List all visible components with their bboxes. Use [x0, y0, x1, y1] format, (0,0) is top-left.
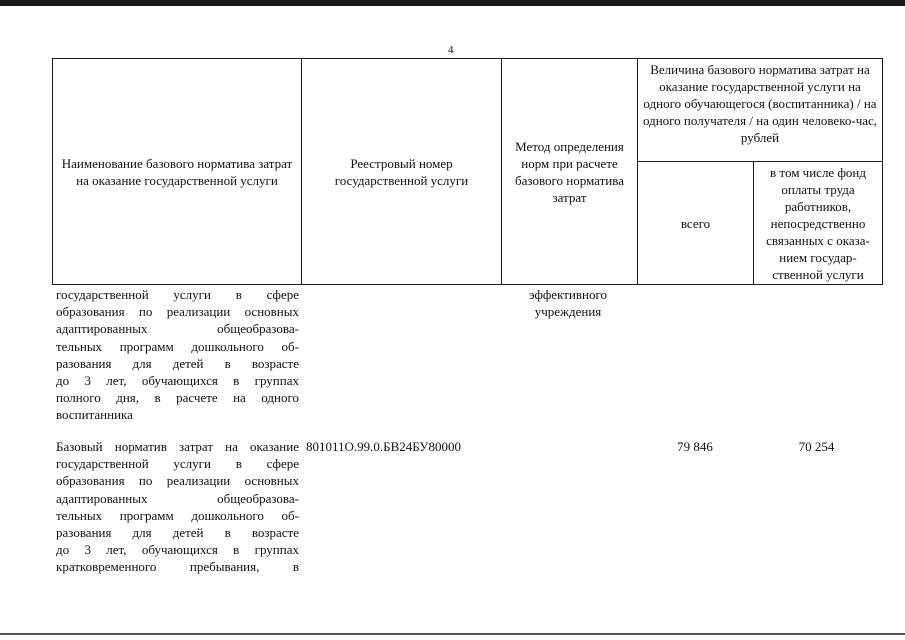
- row-1-method: [503, 286, 633, 320]
- header-incl: в том числе фонд оплаты труда работников, непосредственно связанных с оказа-нием государ-ственной услуги: [754, 162, 883, 285]
- name-line: тельных программ дошкольного об-: [56, 338, 299, 354]
- row-1-name: [56, 286, 299, 424]
- name-line: адаптированных общеобразова-: [56, 321, 299, 337]
- name-line: образования по реализации основных: [56, 304, 299, 320]
- row-2-incl: 70 254: [798, 439, 835, 454]
- table-header: [52, 58, 883, 285]
- name-line: тельных программ дошкольного об-: [56, 507, 299, 523]
- row-2-total: 79 846: [677, 439, 713, 454]
- row-2-registry: 801011О.99.0.БВ24БУ80000: [306, 439, 462, 454]
- name-line: разования для детей в возрасте: [56, 355, 299, 371]
- header-registry: Реестровый номер государственной услуги: [302, 59, 502, 285]
- header-method: Метод определения норм при расчете базового норматива затрат: [502, 59, 638, 285]
- method-line: эффективного: [529, 287, 607, 302]
- name-line: Базовый норматив затрат на оказание: [56, 439, 299, 454]
- method-line: учреждения: [534, 304, 602, 320]
- name-line: образования по реализации основных: [56, 473, 299, 489]
- name-line: государственной услуги в сфере: [56, 287, 299, 302]
- name-line: полного дня, в расчете на одного: [56, 390, 299, 406]
- header-total: всего: [638, 162, 754, 285]
- page-number: 4: [448, 44, 454, 56]
- row-2-name: [56, 438, 299, 576]
- name-line: до 3 лет, обучающихся в группах: [56, 542, 299, 558]
- name-line: государственной услуги в сфере: [56, 456, 299, 472]
- name-line: кратковременного пребывания, в: [56, 559, 299, 575]
- name-line: адаптированных общеобразова-: [56, 490, 299, 506]
- scan-bottom-border: [0, 633, 905, 635]
- scan-top-border: [0, 0, 905, 6]
- name-line: до 3 лет, обучающихся в группах: [56, 373, 299, 389]
- name-line: разования для детей в возрасте: [56, 525, 299, 541]
- name-line: воспитанника: [56, 407, 133, 423]
- header-value: Величина базового норматива затрат на оказание государственной услуги на одного обучающегося (воспитанника) / на одного получателя / на один человеко-час, рублей: [638, 59, 883, 162]
- header-name: Наименование базового норматива затрат на оказание государственной услуги: [53, 59, 302, 285]
